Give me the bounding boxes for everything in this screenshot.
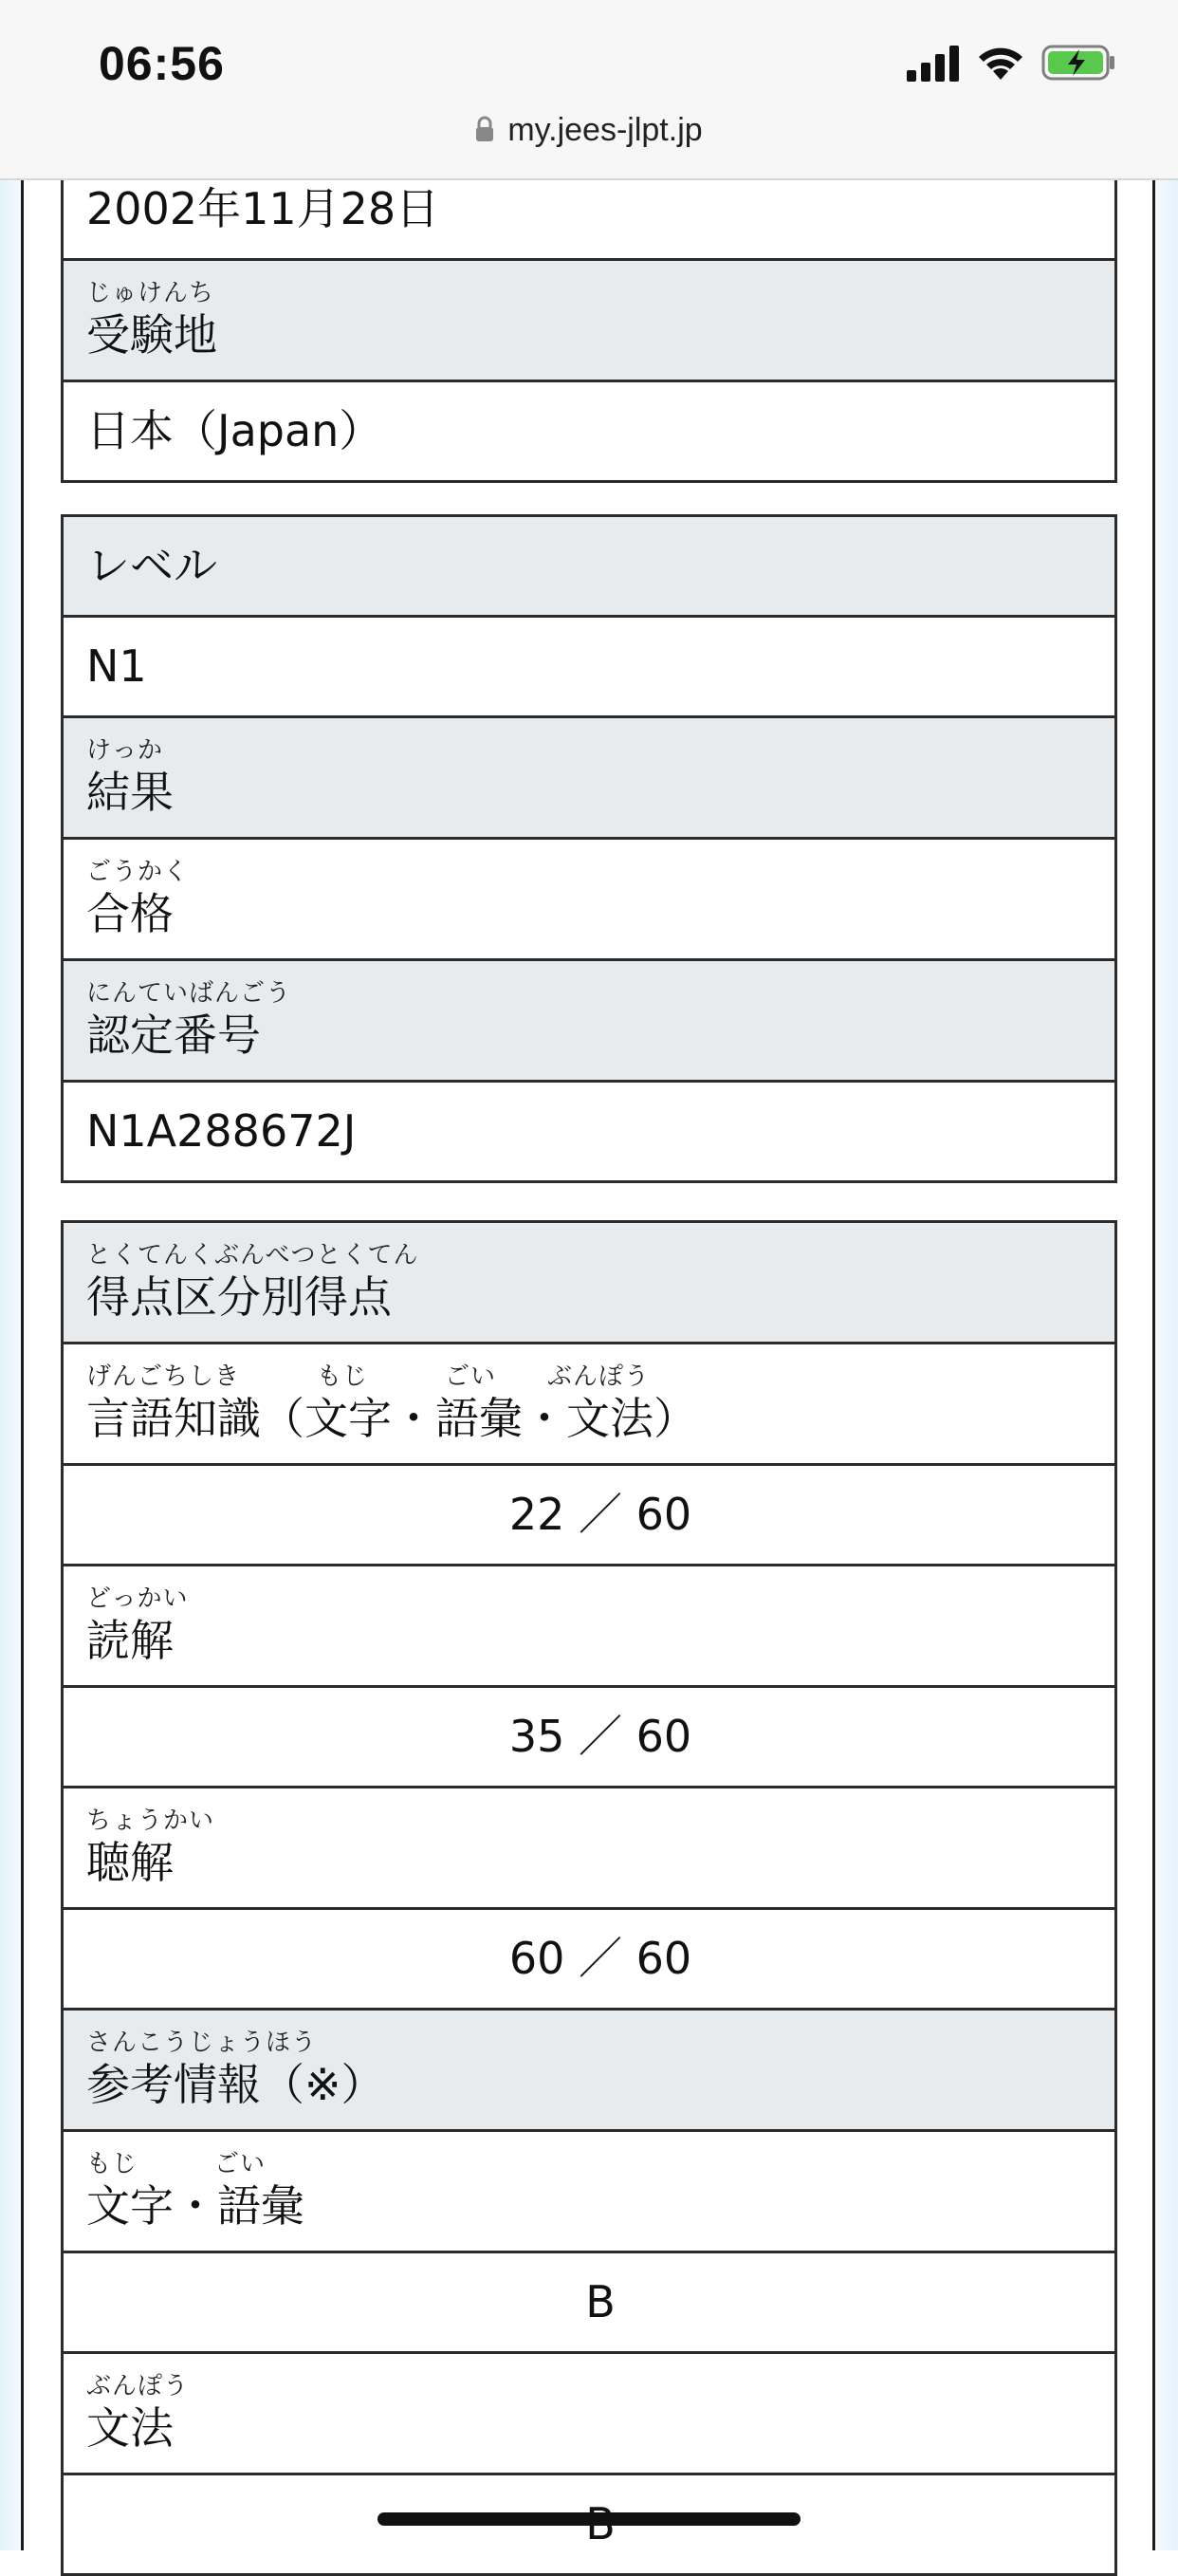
battery-charging-icon xyxy=(1041,44,1117,85)
score-item-value: 22 ／ 60 xyxy=(63,1465,1116,1566)
cellular-signal-icon xyxy=(907,46,962,85)
level-value: N1 xyxy=(63,617,1116,717)
home-indicator[interactable] xyxy=(377,2512,801,2526)
venue-value: 日本（Japan） xyxy=(63,381,1116,482)
score-item-value: 60 ／ 60 xyxy=(63,1909,1116,2010)
reference-item-label: ぶんぽう 文法 xyxy=(63,2353,1116,2474)
score-item-value: 35 ／ 60 xyxy=(63,1687,1116,1788)
reference-item-grade: B xyxy=(63,2252,1116,2353)
status-time: 06:56 xyxy=(99,37,225,90)
address-bar[interactable] xyxy=(0,112,1178,151)
wifi-icon xyxy=(975,42,1026,85)
reference-info-label: さんこうじょうほう 参考情報（※） xyxy=(63,2010,1116,2131)
result-label: けっか 結果 xyxy=(63,717,1116,839)
certificate-number-label: にんていばんごう 認定番号 xyxy=(63,960,1116,1082)
exam-info-table xyxy=(61,158,1117,483)
score-item-label: げんごちしき もじ ごい ぶんぽう 言語知識（文字・語彙・文法） xyxy=(63,1344,1116,1465)
scores-title: とくてんくぶんべつとくてん 得点区分別得点 xyxy=(63,1222,1116,1344)
reference-item-label: もじ ごい 文字・語彙 xyxy=(63,2131,1116,2252)
score-item-label: どっかい 読解 xyxy=(63,1566,1116,1687)
lock-icon xyxy=(475,114,494,151)
certificate-number-value: N1A288672J xyxy=(63,1082,1116,1182)
score-item-label: ちょうかい 聴解 xyxy=(63,1788,1116,1909)
result-value: ごうかく 合格 xyxy=(63,839,1116,960)
result-table xyxy=(61,514,1117,1183)
url-text: my.jees-jlpt.jp xyxy=(507,112,703,148)
exam-date-value: 2002年11月28日 xyxy=(63,159,1116,260)
status-bar xyxy=(0,0,1178,180)
venue-label: じゅけんち 受験地 xyxy=(63,260,1116,381)
level-label: レベル xyxy=(63,516,1116,617)
scores-table xyxy=(61,1220,1117,2576)
